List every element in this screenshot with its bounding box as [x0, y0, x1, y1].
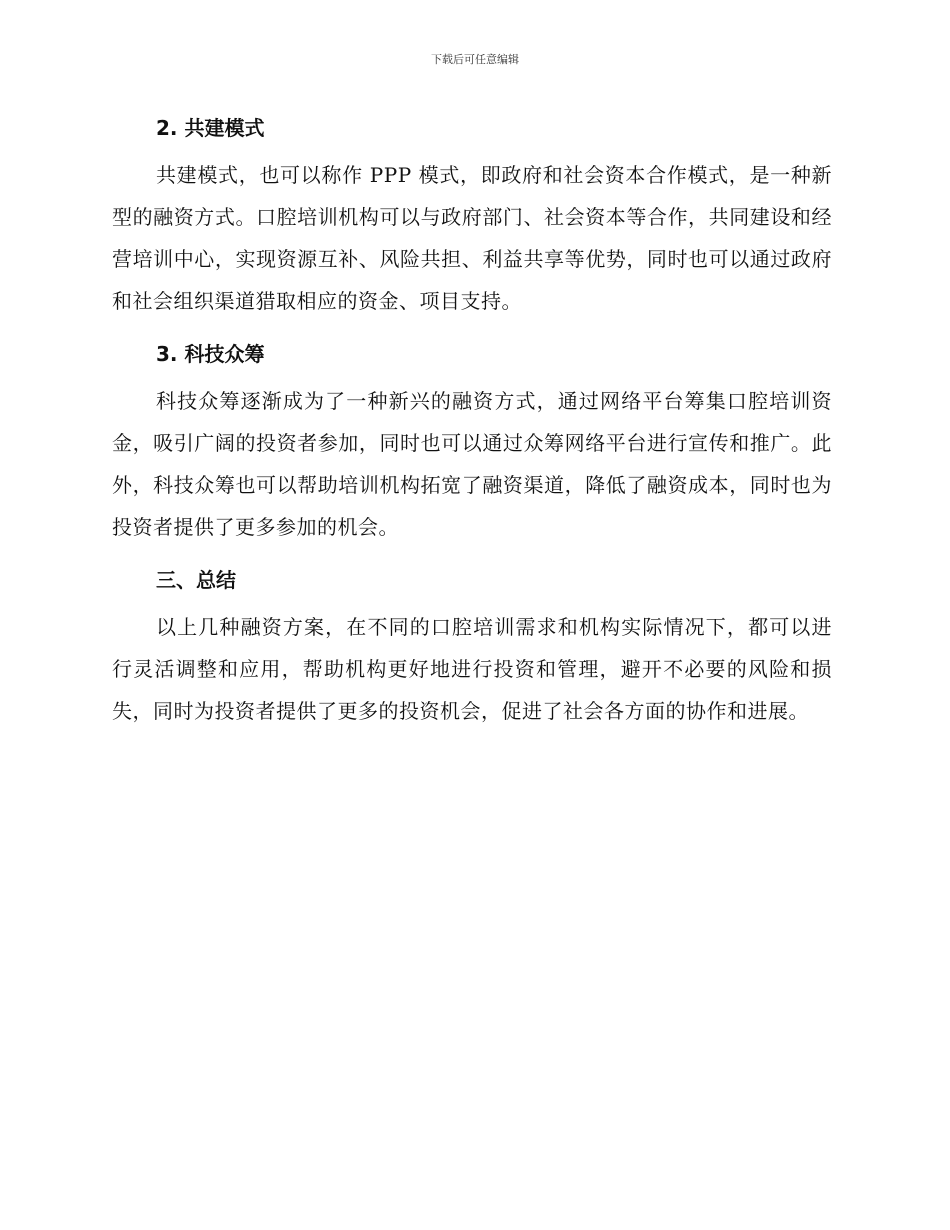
section-paragraph-cojoint-model: 共建模式，也可以称作 PPP 模式，即政府和社会资本合作模式，是一种新型的融资方式。口腔培训机构可以与政府部门、社会资本等合作，共同建设和经营培训中心，实现资源互补、风险共担、利益共享等优势，同时也可以通过政府和社会组织渠道猎取相应的资金、项目支持。 [112, 163, 832, 313]
document-body [112, 108, 832, 744]
section-heading-summary: 三、总结 [156, 568, 236, 592]
section-heading-tech-crowdfunding: 3. 科技众筹 [156, 342, 265, 366]
page-header: 下载后可任意编辑 [431, 53, 519, 66]
section-heading-cojoint-model: 2. 共建模式 [156, 116, 265, 140]
section-paragraph-summary: 以上几种融资方案，在不同的口腔培训需求和机构实际情况下，都可以进行灵活调整和应用，帮助机构更好地进行投资和管理，避开不必要的风险和损失，同时为投资者提供了更多的投资机会，促进了社会各方面的协作和进展。 [112, 615, 832, 723]
section-paragraph-tech-crowdfunding: 科技众筹逐渐成为了一种新兴的融资方式，通过网络平台筹集口腔培训资金，吸引广阔的投资者参加，同时也可以通过众筹网络平台进行宣传和推广。此外，科技众筹也可以帮助培训机构拓宽了融资渠道，降低了融资成本，同时也为投资者提供了更多参加的机会。 [112, 389, 832, 539]
